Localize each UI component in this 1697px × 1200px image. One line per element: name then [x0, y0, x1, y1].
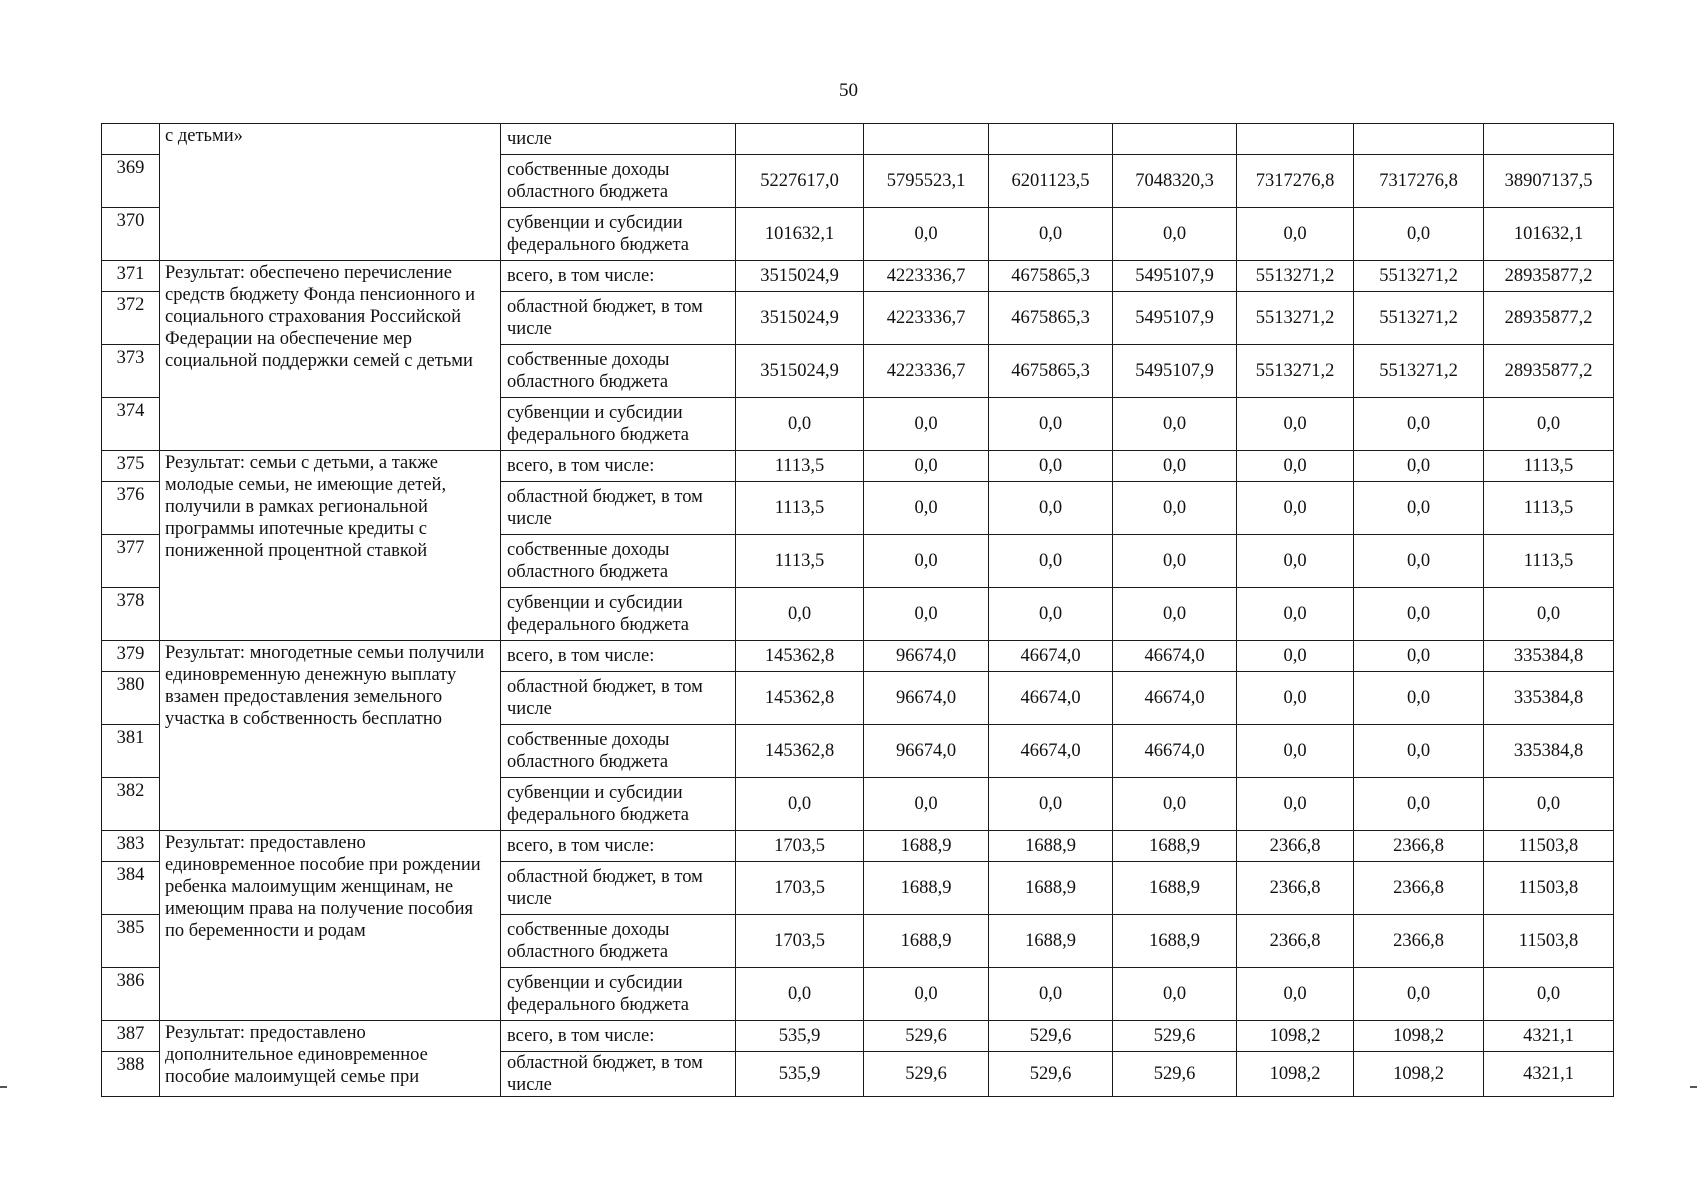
- amount-cell: 0,0: [1354, 451, 1484, 482]
- amount-cell: 28935877,2: [1484, 345, 1614, 398]
- amount-cell: 11503,8: [1484, 831, 1614, 862]
- amount-cell: 11503,8: [1484, 915, 1614, 968]
- funding-source-cell: всего, в том числе:: [501, 1021, 736, 1052]
- row-number-cell: 375: [102, 451, 160, 482]
- row-number-cell: 374: [102, 398, 160, 451]
- left-edge-mark: [0, 1086, 7, 1088]
- amount-cell: 0,0: [1354, 535, 1484, 588]
- amount-cell: 5513271,2: [1354, 261, 1484, 292]
- result-description-cell: Результат: многодетные семьи получили единовременную денежную выплату взамен предоставления земельного участка в собственность бесплатно: [160, 641, 501, 831]
- amount-cell: 5495107,9: [1113, 345, 1237, 398]
- amount-cell: 0,0: [736, 398, 864, 451]
- amount-cell: 0,0: [736, 588, 864, 641]
- amount-cell: 0,0: [864, 451, 989, 482]
- amount-cell: 101632,1: [736, 208, 864, 261]
- amount-cell: 535,9: [736, 1021, 864, 1052]
- amount-cell: 0,0: [1237, 968, 1354, 1021]
- row-number-cell: 380: [102, 672, 160, 725]
- funding-source-cell: всего, в том числе:: [501, 451, 736, 482]
- row-number-cell: 388: [102, 1052, 160, 1097]
- amount-cell: 1098,2: [1354, 1052, 1484, 1097]
- amount-cell: 0,0: [1237, 725, 1354, 778]
- row-number-cell: 386: [102, 968, 160, 1021]
- amount-cell: 0,0: [736, 778, 864, 831]
- amount-cell: 1703,5: [736, 862, 864, 915]
- amount-cell: 11503,8: [1484, 862, 1614, 915]
- funding-source-cell: всего, в том числе:: [501, 641, 736, 672]
- amount-cell: 4223336,7: [864, 261, 989, 292]
- amount-cell: 7317276,8: [1237, 155, 1354, 208]
- row-number-cell: 378: [102, 588, 160, 641]
- amount-cell: 0,0: [989, 398, 1113, 451]
- amount-cell: 0,0: [1237, 672, 1354, 725]
- amount-cell: 46674,0: [989, 641, 1113, 672]
- funding-source-cell: областной бюджет, в том числе: [501, 672, 736, 725]
- amount-cell: 1703,5: [736, 915, 864, 968]
- funding-source-cell: числе: [501, 124, 736, 155]
- amount-cell: 7317276,8: [1354, 155, 1484, 208]
- page-number: 50: [839, 80, 858, 101]
- funding-source-cell: субвенции и субсидии федерального бюджета: [501, 208, 736, 261]
- result-description-cell: Результат: семьи с детьми, а также молодые семьи, не имеющие детей, получили в рамках региональной программы ипотечные кредиты с пониженной процентной ставкой: [160, 451, 501, 641]
- funding-source-cell: областной бюджет, в том числе: [501, 862, 736, 915]
- amount-cell: 96674,0: [864, 672, 989, 725]
- amount-cell: 0,0: [989, 588, 1113, 641]
- amount-cell: 2366,8: [1354, 915, 1484, 968]
- amount-cell: [864, 124, 989, 155]
- amount-cell: 4223336,7: [864, 345, 989, 398]
- amount-cell: 0,0: [1354, 588, 1484, 641]
- table-row: [102, 261, 1614, 292]
- amount-cell: 5513271,2: [1354, 292, 1484, 345]
- amount-cell: 0,0: [864, 482, 989, 535]
- amount-cell: 0,0: [864, 588, 989, 641]
- amount-cell: 1113,5: [736, 451, 864, 482]
- amount-cell: [1113, 124, 1237, 155]
- amount-cell: 1688,9: [989, 831, 1113, 862]
- budget-table: [101, 123, 1614, 1097]
- amount-cell: 96674,0: [864, 641, 989, 672]
- amount-cell: 0,0: [989, 535, 1113, 588]
- amount-cell: 529,6: [864, 1052, 989, 1097]
- result-description-cell: с детьми»: [160, 124, 501, 261]
- row-number-cell: 383: [102, 831, 160, 862]
- amount-cell: 1688,9: [1113, 862, 1237, 915]
- amount-cell: 5513271,2: [1237, 261, 1354, 292]
- amount-cell: 529,6: [1113, 1052, 1237, 1097]
- amount-cell: 335384,8: [1484, 725, 1614, 778]
- amount-cell: 0,0: [1237, 778, 1354, 831]
- amount-cell: 1688,9: [864, 862, 989, 915]
- amount-cell: 46674,0: [1113, 672, 1237, 725]
- amount-cell: 0,0: [1113, 208, 1237, 261]
- amount-cell: 335384,8: [1484, 672, 1614, 725]
- amount-cell: 145362,8: [736, 641, 864, 672]
- amount-cell: 335384,8: [1484, 641, 1614, 672]
- amount-cell: 2366,8: [1354, 831, 1484, 862]
- amount-cell: 145362,8: [736, 725, 864, 778]
- amount-cell: 0,0: [1237, 588, 1354, 641]
- row-number-cell: 384: [102, 862, 160, 915]
- table-row: [102, 451, 1614, 482]
- amount-cell: 0,0: [864, 778, 989, 831]
- row-number-cell: 385: [102, 915, 160, 968]
- amount-cell: 0,0: [1113, 968, 1237, 1021]
- amount-cell: 145362,8: [736, 672, 864, 725]
- amount-cell: 5513271,2: [1354, 345, 1484, 398]
- amount-cell: 1703,5: [736, 831, 864, 862]
- amount-cell: 5513271,2: [1237, 345, 1354, 398]
- amount-cell: 4321,1: [1484, 1052, 1614, 1097]
- funding-source-cell: субвенции и субсидии федерального бюджета: [501, 588, 736, 641]
- amount-cell: 28935877,2: [1484, 261, 1614, 292]
- amount-cell: 4223336,7: [864, 292, 989, 345]
- amount-cell: 1113,5: [1484, 482, 1614, 535]
- amount-cell: 529,6: [864, 1021, 989, 1052]
- funding-source-cell: субвенции и субсидии федерального бюджета: [501, 778, 736, 831]
- amount-cell: 0,0: [1237, 398, 1354, 451]
- amount-cell: 2366,8: [1237, 862, 1354, 915]
- amount-cell: 1098,2: [1237, 1021, 1354, 1052]
- funding-source-cell: областной бюджет, в том числе: [501, 292, 736, 345]
- row-number-cell: [102, 124, 160, 155]
- row-number-cell: 372: [102, 292, 160, 345]
- table-body: [102, 124, 1614, 1097]
- funding-source-cell: субвенции и субсидии федерального бюджета: [501, 398, 736, 451]
- funding-source-cell: собственные доходы областного бюджета: [501, 345, 736, 398]
- table-row: [102, 1021, 1614, 1052]
- amount-cell: [989, 124, 1113, 155]
- table-row: [102, 641, 1614, 672]
- amount-cell: 0,0: [1484, 778, 1614, 831]
- amount-cell: 6201123,5: [989, 155, 1113, 208]
- amount-cell: 0,0: [1113, 535, 1237, 588]
- amount-cell: 4675865,3: [989, 261, 1113, 292]
- amount-cell: 1688,9: [1113, 915, 1237, 968]
- amount-cell: 0,0: [736, 968, 864, 1021]
- table-row: [102, 831, 1614, 862]
- amount-cell: 1113,5: [1484, 451, 1614, 482]
- result-description-cell: Результат: обеспечено перечисление средств бюджету Фонда пенсионного и социального страхования Российской Федерации на обеспечение мер социальной поддержки семей с детьми: [160, 261, 501, 451]
- amount-cell: 0,0: [989, 482, 1113, 535]
- amount-cell: 1688,9: [1113, 831, 1237, 862]
- amount-cell: 0,0: [1354, 641, 1484, 672]
- amount-cell: 1688,9: [989, 915, 1113, 968]
- amount-cell: 4675865,3: [989, 345, 1113, 398]
- amount-cell: 0,0: [1484, 588, 1614, 641]
- amount-cell: 0,0: [1113, 482, 1237, 535]
- amount-cell: 0,0: [1354, 725, 1484, 778]
- funding-source-cell: собственные доходы областного бюджета: [501, 535, 736, 588]
- funding-source-cell: собственные доходы областного бюджета: [501, 155, 736, 208]
- amount-cell: 28935877,2: [1484, 292, 1614, 345]
- amount-cell: 0,0: [1113, 778, 1237, 831]
- row-number-cell: 371: [102, 261, 160, 292]
- amount-cell: 101632,1: [1484, 208, 1614, 261]
- row-number-cell: 376: [102, 482, 160, 535]
- row-number-cell: 377: [102, 535, 160, 588]
- row-number-cell: 387: [102, 1021, 160, 1052]
- amount-cell: 3515024,9: [736, 261, 864, 292]
- amount-cell: 0,0: [1484, 968, 1614, 1021]
- amount-cell: 3515024,9: [736, 345, 864, 398]
- amount-cell: 2366,8: [1237, 831, 1354, 862]
- amount-cell: 0,0: [864, 535, 989, 588]
- amount-cell: 5495107,9: [1113, 292, 1237, 345]
- amount-cell: [736, 124, 864, 155]
- amount-cell: 0,0: [1237, 482, 1354, 535]
- amount-cell: 0,0: [1237, 451, 1354, 482]
- right-edge-mark: [1690, 1086, 1697, 1088]
- amount-cell: 5513271,2: [1237, 292, 1354, 345]
- amount-cell: 0,0: [1113, 451, 1237, 482]
- amount-cell: 0,0: [1237, 208, 1354, 261]
- amount-cell: 0,0: [1354, 968, 1484, 1021]
- amount-cell: 0,0: [1354, 672, 1484, 725]
- row-number-cell: 369: [102, 155, 160, 208]
- amount-cell: 529,6: [989, 1052, 1113, 1097]
- row-number-cell: 370: [102, 208, 160, 261]
- amount-cell: 0,0: [1354, 398, 1484, 451]
- amount-cell: 0,0: [989, 968, 1113, 1021]
- row-number-cell: 379: [102, 641, 160, 672]
- amount-cell: 3515024,9: [736, 292, 864, 345]
- amount-cell: 2366,8: [1354, 862, 1484, 915]
- amount-cell: 0,0: [1354, 482, 1484, 535]
- funding-source-cell: всего, в том числе:: [501, 831, 736, 862]
- funding-source-cell: областной бюджет, в том числе: [501, 1052, 736, 1097]
- amount-cell: 46674,0: [989, 725, 1113, 778]
- amount-cell: 46674,0: [1113, 725, 1237, 778]
- result-description-cell: Результат: предоставлено единовременное пособие при рождении ребенка малоимущим женщинам, не имеющим права на получение пособия по беременности и родам: [160, 831, 501, 1021]
- result-description-cell: Результат: предоставлено дополнительное единовременное пособие малоимущей семье при: [160, 1021, 501, 1097]
- funding-source-cell: областной бюджет, в том числе: [501, 482, 736, 535]
- amount-cell: 529,6: [989, 1021, 1113, 1052]
- row-number-cell: 381: [102, 725, 160, 778]
- amount-cell: 0,0: [864, 968, 989, 1021]
- funding-source-cell: собственные доходы областного бюджета: [501, 915, 736, 968]
- amount-cell: 1688,9: [864, 915, 989, 968]
- row-number-cell: 373: [102, 345, 160, 398]
- amount-cell: 4675865,3: [989, 292, 1113, 345]
- amount-cell: 0,0: [1113, 398, 1237, 451]
- funding-source-cell: всего, в том числе:: [501, 261, 736, 292]
- amount-cell: 2366,8: [1237, 915, 1354, 968]
- amount-cell: [1237, 124, 1354, 155]
- amount-cell: 1098,2: [1237, 1052, 1354, 1097]
- amount-cell: 1113,5: [736, 535, 864, 588]
- amount-cell: 5795523,1: [864, 155, 989, 208]
- amount-cell: 96674,0: [864, 725, 989, 778]
- amount-cell: 46674,0: [989, 672, 1113, 725]
- amount-cell: 1688,9: [989, 862, 1113, 915]
- amount-cell: 46674,0: [1113, 641, 1237, 672]
- amount-cell: 1098,2: [1354, 1021, 1484, 1052]
- amount-cell: 7048320,3: [1113, 155, 1237, 208]
- amount-cell: 4321,1: [1484, 1021, 1614, 1052]
- amount-cell: 0,0: [1113, 588, 1237, 641]
- amount-cell: [1484, 124, 1614, 155]
- amount-cell: 5227617,0: [736, 155, 864, 208]
- amount-cell: 0,0: [989, 208, 1113, 261]
- amount-cell: 0,0: [864, 398, 989, 451]
- amount-cell: 0,0: [1237, 535, 1354, 588]
- amount-cell: 0,0: [864, 208, 989, 261]
- amount-cell: 0,0: [1484, 398, 1614, 451]
- table-row: [102, 124, 1614, 155]
- funding-source-cell: субвенции и субсидии федерального бюджета: [501, 968, 736, 1021]
- amount-cell: 38907137,5: [1484, 155, 1614, 208]
- amount-cell: 0,0: [989, 451, 1113, 482]
- table-container: [101, 123, 1614, 1097]
- amount-cell: 0,0: [1354, 208, 1484, 261]
- amount-cell: [1354, 124, 1484, 155]
- amount-cell: 0,0: [1354, 778, 1484, 831]
- amount-cell: 0,0: [989, 778, 1113, 831]
- amount-cell: 0,0: [1237, 641, 1354, 672]
- amount-cell: 5495107,9: [1113, 261, 1237, 292]
- row-number-cell: 382: [102, 778, 160, 831]
- amount-cell: 1688,9: [864, 831, 989, 862]
- amount-cell: 535,9: [736, 1052, 864, 1097]
- amount-cell: 529,6: [1113, 1021, 1237, 1052]
- funding-source-cell: собственные доходы областного бюджета: [501, 725, 736, 778]
- amount-cell: 1113,5: [736, 482, 864, 535]
- amount-cell: 1113,5: [1484, 535, 1614, 588]
